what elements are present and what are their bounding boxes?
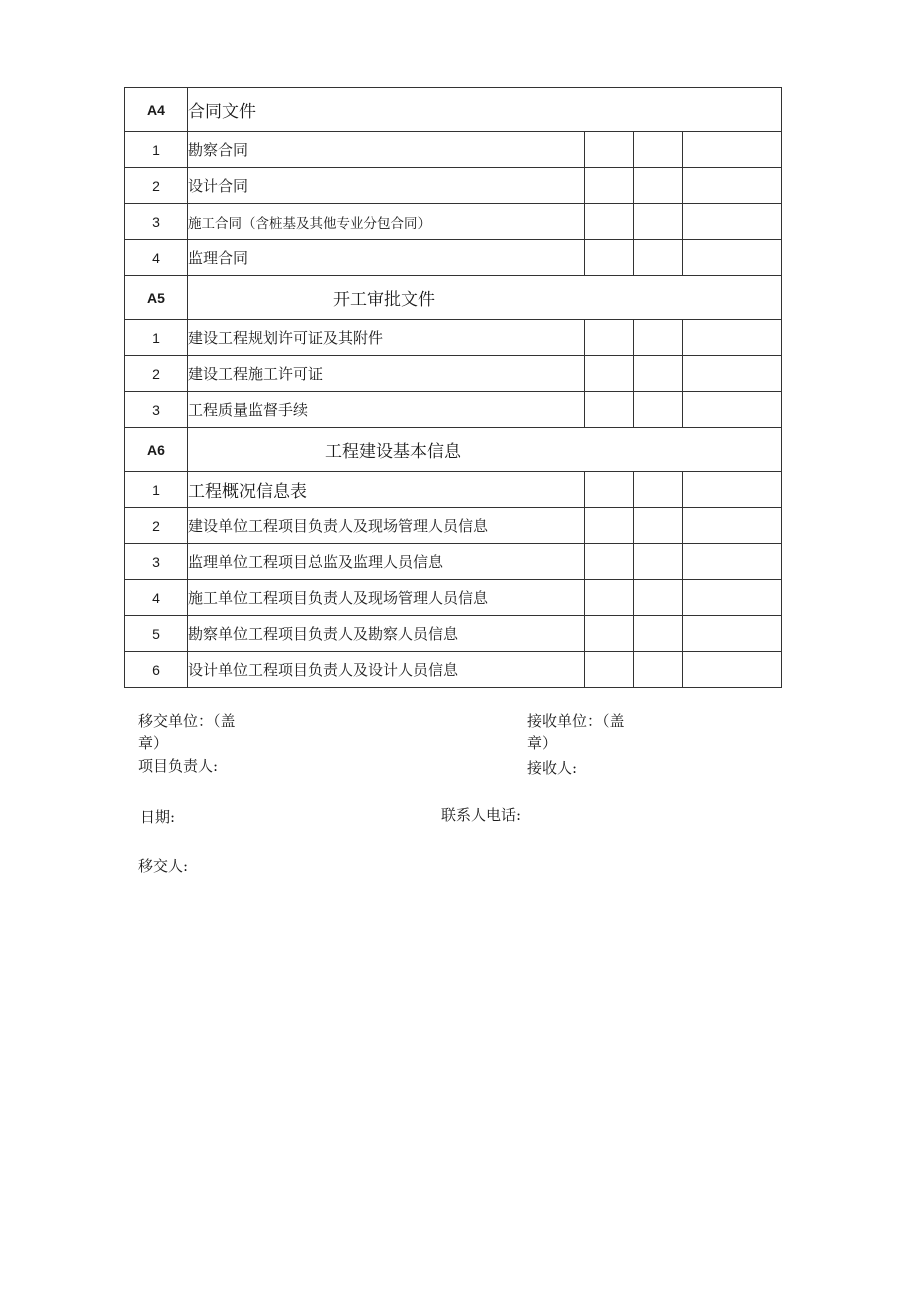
empty-cell[interactable] (634, 132, 683, 168)
transferor-label: 移交人: (138, 857, 189, 875)
empty-cell[interactable] (634, 320, 683, 356)
project-leader-label: 项目负责人: (138, 757, 219, 775)
item-number: 2 (125, 356, 188, 392)
empty-cell[interactable] (634, 652, 683, 688)
empty-cell[interactable] (585, 132, 634, 168)
section-header-a4 (125, 88, 782, 132)
empty-cell[interactable] (683, 472, 782, 508)
empty-cell[interactable] (585, 168, 634, 204)
item-number: 4 (125, 580, 188, 616)
empty-cell[interactable] (683, 652, 782, 688)
item-text: 建设工程施工许可证 (188, 356, 585, 392)
empty-cell[interactable] (634, 508, 683, 544)
empty-cell[interactable] (634, 616, 683, 652)
empty-cell[interactable] (683, 240, 782, 276)
item-text: 设计合同 (188, 168, 585, 204)
section-code: A4 (125, 88, 188, 132)
empty-cell[interactable] (683, 168, 782, 204)
empty-cell[interactable] (683, 544, 782, 580)
item-number: 3 (125, 392, 188, 428)
item-number: 3 (125, 544, 188, 580)
receiver-label: 接收人: (527, 759, 578, 777)
item-text: 勘察合同 (188, 132, 585, 168)
item-number: 4 (125, 240, 188, 276)
empty-cell[interactable] (585, 320, 634, 356)
empty-cell[interactable] (683, 508, 782, 544)
empty-cell[interactable] (585, 356, 634, 392)
empty-cell[interactable] (585, 616, 634, 652)
empty-cell[interactable] (634, 356, 683, 392)
empty-cell[interactable] (634, 240, 683, 276)
table-row (125, 616, 782, 652)
section-title: 工程建设基本信息 (188, 428, 782, 472)
item-text: 施工合同（含桩基及其他专业分包合同） (188, 204, 585, 240)
empty-cell[interactable] (585, 392, 634, 428)
section-code: A6 (125, 428, 188, 472)
empty-cell[interactable] (634, 392, 683, 428)
section-header-a6 (125, 428, 782, 472)
item-text: 工程质量监督手续 (188, 392, 585, 428)
empty-cell[interactable] (634, 544, 683, 580)
table-row (125, 508, 782, 544)
empty-cell[interactable] (683, 616, 782, 652)
empty-cell[interactable] (585, 652, 634, 688)
empty-cell[interactable] (683, 580, 782, 616)
item-text: 施工单位工程项目负责人及现场管理人员信息 (188, 580, 585, 616)
table-row (125, 580, 782, 616)
item-text: 监理合同 (188, 240, 585, 276)
empty-cell[interactable] (683, 132, 782, 168)
table-row (125, 204, 782, 240)
table-row (125, 392, 782, 428)
item-text: 工程概况信息表 (188, 472, 585, 508)
transfer-unit-label-cont: 章） (138, 734, 169, 752)
date-label: 日期: (140, 808, 176, 826)
section-title: 合同文件 (188, 88, 782, 132)
empty-cell[interactable] (634, 204, 683, 240)
section-title: 开工审批文件 (188, 276, 782, 320)
archive-table (124, 87, 782, 688)
item-text: 勘察单位工程项目负责人及勘察人员信息 (188, 616, 585, 652)
item-number: 1 (125, 320, 188, 356)
receive-unit-label-cont: 章） (527, 734, 558, 752)
receive-unit-label: 接收单位：（盖 (527, 712, 625, 730)
empty-cell[interactable] (634, 580, 683, 616)
item-number: 2 (125, 508, 188, 544)
item-text: 建设工程规划许可证及其附件 (188, 320, 585, 356)
table-row (125, 544, 782, 580)
table-row (125, 240, 782, 276)
item-number: 6 (125, 652, 188, 688)
empty-cell[interactable] (634, 472, 683, 508)
table-row (125, 320, 782, 356)
item-number: 2 (125, 168, 188, 204)
empty-cell[interactable] (585, 508, 634, 544)
item-number: 1 (125, 472, 188, 508)
item-number: 3 (125, 204, 188, 240)
item-text: 设计单位工程项目负责人及设计人员信息 (188, 652, 585, 688)
table-row (125, 652, 782, 688)
section-code: A5 (125, 276, 188, 320)
empty-cell[interactable] (585, 240, 634, 276)
empty-cell[interactable] (683, 356, 782, 392)
item-text: 监理单位工程项目总监及监理人员信息 (188, 544, 585, 580)
table-row (125, 132, 782, 168)
table-row (125, 356, 782, 392)
empty-cell[interactable] (585, 204, 634, 240)
contact-phone-label: 联系人电话: (441, 806, 522, 824)
empty-cell[interactable] (634, 168, 683, 204)
empty-cell[interactable] (683, 204, 782, 240)
empty-cell[interactable] (585, 580, 634, 616)
item-number: 5 (125, 616, 188, 652)
transfer-unit-label: 移交单位：（盖 (138, 712, 236, 730)
section-header-a5 (125, 276, 782, 320)
empty-cell[interactable] (585, 544, 634, 580)
item-text: 建设单位工程项目负责人及现场管理人员信息 (188, 508, 585, 544)
empty-cell[interactable] (585, 472, 634, 508)
empty-cell[interactable] (683, 320, 782, 356)
table-row (125, 168, 782, 204)
empty-cell[interactable] (683, 392, 782, 428)
item-number: 1 (125, 132, 188, 168)
table-row (125, 472, 782, 508)
